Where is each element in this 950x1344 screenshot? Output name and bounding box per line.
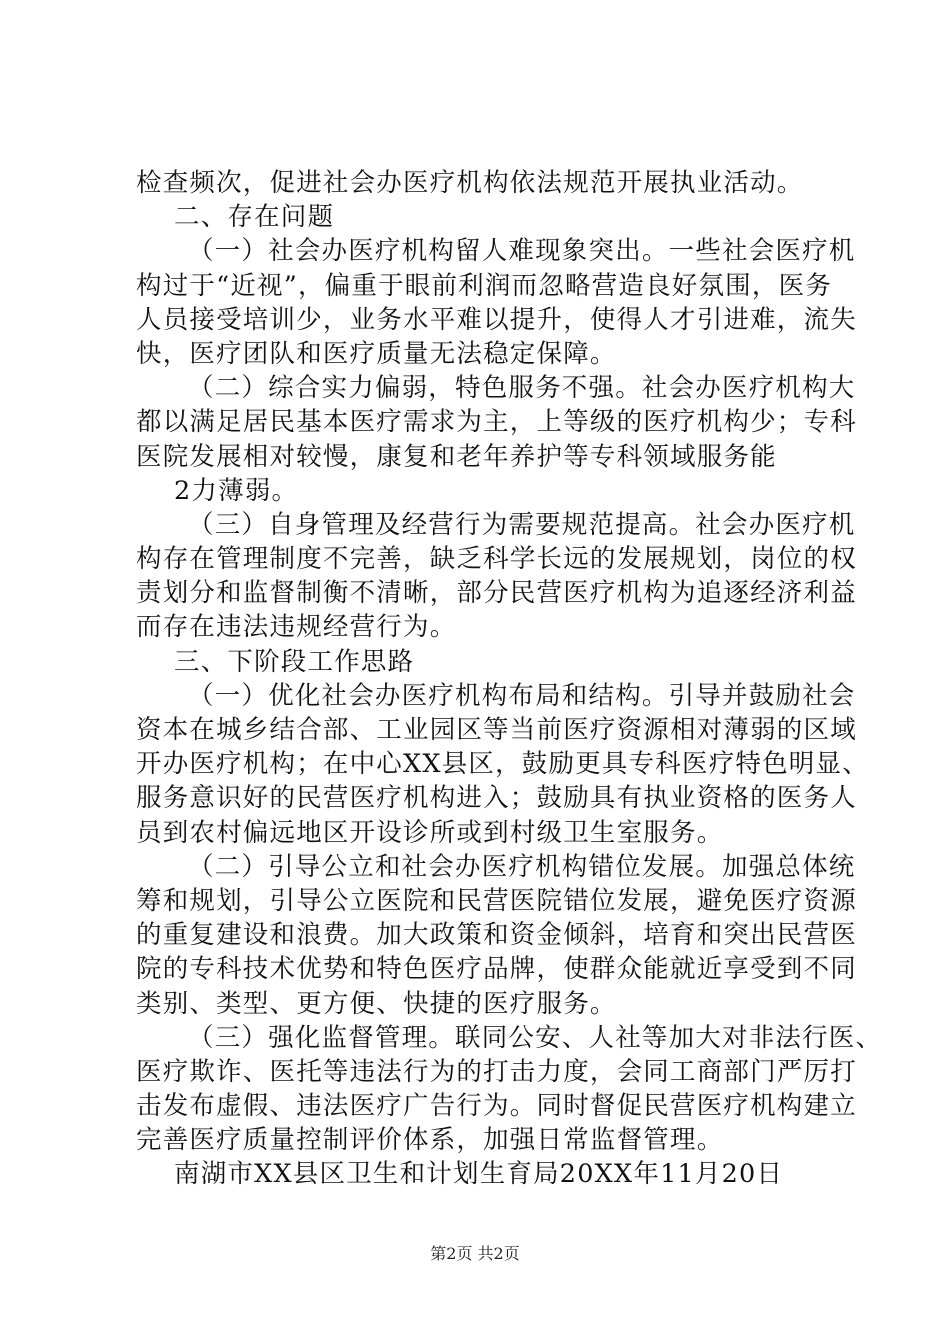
text-line: 责划分和监督制衡不清晰，部分民营医疗机构为追逐经济利益 [136,578,857,609]
text-line: 院的专科技术优势和特色医疗品牌，使群众能就近享受到不同 [136,954,857,985]
text-line: （二）引导公立和社会办医疗机构错位发展。加强总体统 [188,851,856,882]
text-line: 而存在违法违规经营行为。 [136,612,457,643]
text-line: 的重复建设和浪费。加大政策和资金倾斜，培育和突出民营医 [136,920,857,951]
text-line: （三）自身管理及经营行为需要规范提高。社会办医疗机 [188,509,856,540]
text-line: 三、下阶段工作思路 [174,646,415,677]
text-line: 构存在管理制度不完善，缺乏科学长远的发展规划，岗位的权 [136,544,857,575]
text-line: 开办医疗机构；在中心XX县区，鼓励更具专科医疗特色明显、 [136,749,869,780]
text-line: （一）优化社会办医疗机构布局和结构。引导并鼓励社会 [188,680,856,711]
text-line: 医院发展相对较慢，康复和老年养护等专科领域服务能 [136,441,777,472]
text-line: （一）社会办医疗机构留人难现象突出。一些社会医疗机 [188,236,856,267]
text-line: 二、存在问题 [174,202,335,233]
text-line: 2力薄弱。 [174,475,299,506]
text-line: 快，医疗团队和医疗质量无法稳定保障。 [136,338,617,369]
text-line: （三）强化监督管理。联同公安、人社等加大对非法行医、 [188,1022,883,1053]
text-line: 构过于“近视”，偏重于眼前利润而忽略营造良好氛围，医务 [136,270,832,301]
text-line: 检查频次，促进社会办医疗机构依法规范开展执业活动。 [136,168,804,198]
text-line: 员到农村偏远地区开设诊所或到村级卫生室服务。 [136,817,724,848]
text-line: （二）综合实力偏弱，特色服务不强。社会办医疗机构大 [188,373,856,404]
page-footer: 第2页 共2页 [430,1244,520,1263]
text-line: 都以满足居民基本医疗需求为主，上等级的医疗机构少；专科 [136,407,857,438]
text-line: 南湖市XX县区卫生和计划生育局20XX年11月20日 [174,1159,784,1190]
text-line: 人员接受培训少，业务水平难以提升，使得人才引进难，流失 [136,304,857,335]
text-line: 击发布虚假、违法医疗广告行为。同时督促民营医疗机构建立 [136,1091,857,1122]
text-line: 医疗欺诈、医托等违法行为的打击力度，会同工商部门严厉打 [136,1056,857,1087]
text-line: 服务意识好的民营医疗机构进入；鼓励具有执业资格的医务人 [136,783,857,814]
document-body [136,166,883,1192]
text-line: 资本在城乡结合部、工业园区等当前医疗资源相对薄弱的区域 [136,715,857,745]
text-line: 类别、类型、更方便、快捷的医疗服务。 [136,988,617,1019]
text-line: 完善医疗质量控制评价体系，加强日常监督管理。 [136,1125,724,1156]
text-line: 筹和规划，引导公立医院和民营医院错位发展，避免医疗资源 [136,885,857,916]
